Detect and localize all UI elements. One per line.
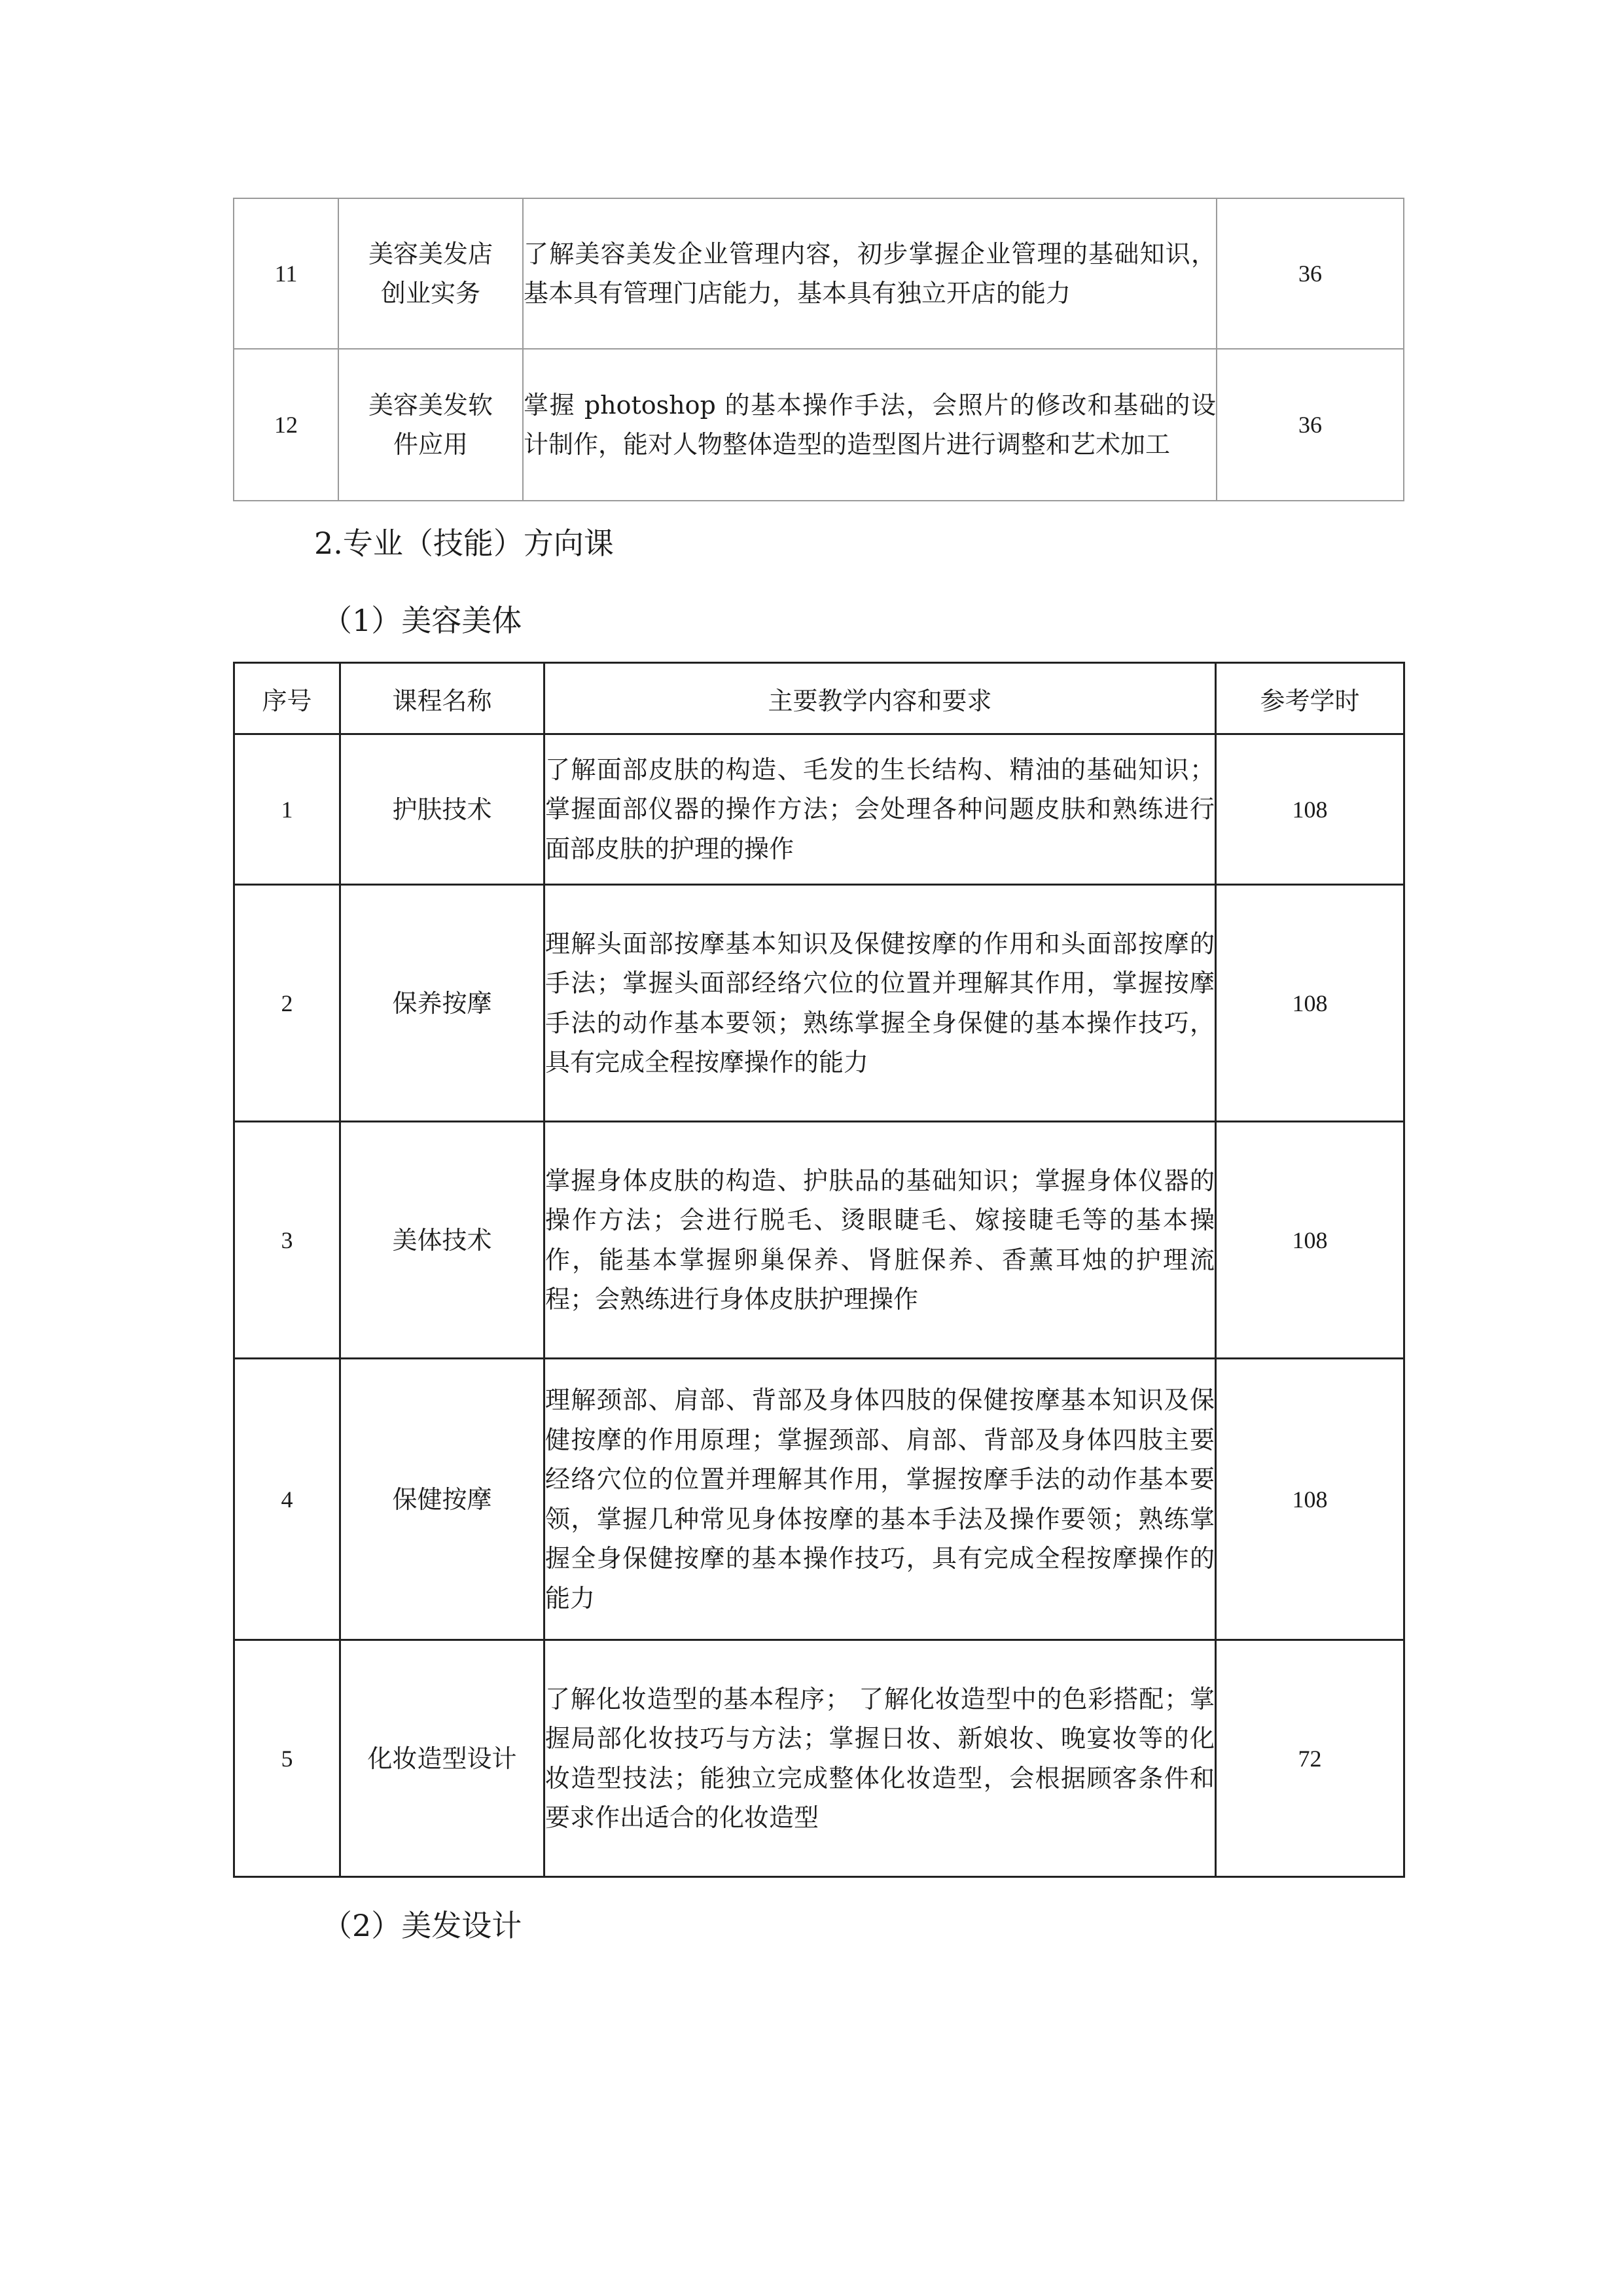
table-row	[234, 1122, 1404, 1359]
course-content: 了解美容美发企业管理内容，初步掌握企业管理的基础知识，基本具有管理门店能力，基本具有独立开店的能力	[523, 198, 1217, 349]
course-name-line: 创业实务	[380, 279, 480, 308]
course-name	[338, 349, 523, 501]
table-row	[234, 198, 1404, 349]
row-number: 11	[234, 198, 338, 349]
row-number: 3	[234, 1122, 340, 1359]
table-header-row	[234, 663, 1404, 734]
course-table-beauty	[233, 662, 1405, 1878]
course-hours: 108	[1216, 885, 1404, 1122]
course-content: 掌握 photoshop 的基本操作手法，会照片的修改和基础的设计制作，能对人物整体造型的造型图片进行调整和艺术加工	[523, 349, 1217, 501]
subsection-heading-beauty: （1）美容美体	[322, 603, 522, 638]
course-name: 保健按摩	[340, 1359, 544, 1640]
course-hours: 36	[1217, 198, 1404, 349]
course-name: 化妆造型设计	[340, 1640, 544, 1877]
table-row	[234, 885, 1404, 1122]
course-hours: 72	[1216, 1640, 1404, 1877]
row-number: 12	[234, 349, 338, 501]
course-hours: 108	[1216, 1122, 1404, 1359]
course-hours: 36	[1217, 349, 1404, 501]
course-hours: 108	[1216, 1359, 1404, 1640]
course-name: 保养按摩	[340, 885, 544, 1122]
course-content: 理解头面部按摩基本知识及保健按摩的作用和头面部按摩的手法；掌握头面部经络穴位的位置并理解其作用，掌握按摩手法的动作基本要领；熟练掌握全身保健的基本操作技巧，具有完成全程按摩操作的能力	[544, 885, 1216, 1122]
course-content: 了解化妆造型的基本程序； 了解化妆造型中的色彩搭配；掌握局部化妆技巧与方法；掌握日妆、新娘妆、晚宴妆等的化妆造型技法；能独立完成整体化妆造型，会根据顾客条件和要求作出适合的化妆造型	[544, 1640, 1216, 1877]
course-content: 了解面部皮肤的构造、毛发的生长结构、精油的基础知识；掌握面部仪器的操作方法；会处理各种问题皮肤和熟练进行面部皮肤的护理的操作	[544, 734, 1216, 885]
header-hours: 参考学时	[1216, 663, 1404, 734]
table-row	[234, 734, 1404, 885]
header-content: 主要教学内容和要求	[544, 663, 1216, 734]
course-name-line: 美容美发软	[368, 391, 493, 420]
subsection-heading-hair: （2）美发设计	[322, 1908, 522, 1943]
course-name: 护肤技术	[340, 734, 544, 885]
header-number: 序号	[234, 663, 340, 734]
table-row	[234, 1359, 1404, 1640]
course-name-line: 美容美发店	[368, 240, 493, 268]
header-course-name: 课程名称	[340, 663, 544, 734]
row-number: 2	[234, 885, 340, 1122]
course-hours: 108	[1216, 734, 1404, 885]
table-row	[234, 349, 1404, 501]
section-heading: 2.专业（技能）方向课	[314, 526, 614, 561]
course-name	[338, 198, 523, 349]
row-number: 5	[234, 1640, 340, 1877]
course-name-line: 件应用	[393, 430, 468, 459]
course-content: 理解颈部、肩部、背部及身体四肢的保健按摩基本知识及保健按摩的作用原理；掌握颈部、肩部、背部及身体四肢主要经络穴位的位置并理解其作用，掌握按摩手法的动作基本要领，掌握几种常见身体按摩的基本手法及操作要领；熟练掌握全身保健按摩的基本操作技巧，具有完成全程按摩操作的能力	[544, 1359, 1216, 1640]
table-row	[234, 1640, 1404, 1877]
course-content: 掌握身体皮肤的构造、护肤品的基础知识；掌握身体仪器的操作方法；会进行脱毛、烫眼睫毛、嫁接睫毛等的基本操作，能基本掌握卵巢保养、肾脏保养、香薰耳烛的护理流程；会熟练进行身体皮肤护理操作	[544, 1122, 1216, 1359]
course-table-continued	[233, 198, 1404, 501]
row-number: 1	[234, 734, 340, 885]
row-number: 4	[234, 1359, 340, 1640]
course-name: 美体技术	[340, 1122, 544, 1359]
